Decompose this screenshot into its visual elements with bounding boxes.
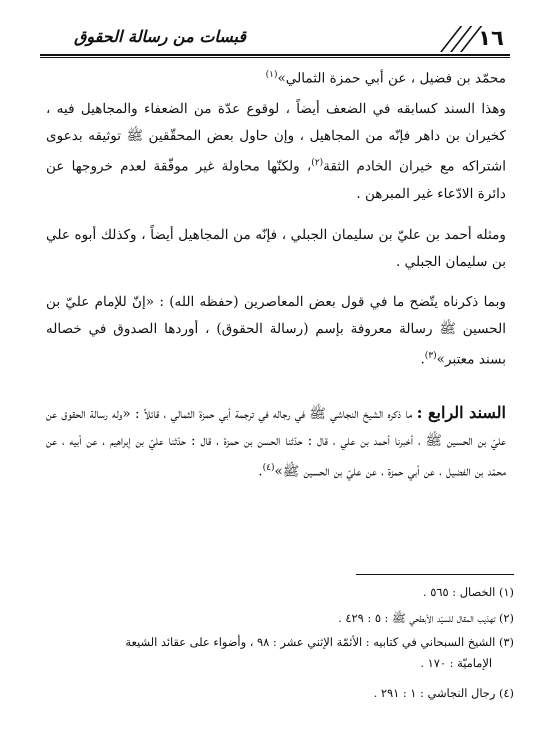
footnote: (٢) تهذيب المقال للسيّد الأبطحي ﷺ : ٥ : ٤٢٩ . bbox=[338, 611, 514, 625]
paragraph bbox=[46, 96, 506, 208]
paragraph-text: ومثله أحمد بن عليّ بن سليمان الجبلي ، فإنّه من المجاهيل أيضاً ، وكذلك أبوه علي بن سليمان الجبلي . bbox=[46, 227, 506, 270]
paragraph bbox=[46, 222, 506, 276]
header-rule bbox=[40, 57, 510, 58]
paragraph-text: وهذا السند كسابقه في الضعف أيضاً ، لوقوع عدّة من الضعفاء والمجاهيل فيه ، كخيران بن داهر فإنّه من المجاهيل ، وإن حاول بعض المحقّقين ﷺ توثيقه بدعوى اشتراكه مع خيران الخادم الثقة bbox=[46, 101, 506, 175]
paragraph bbox=[46, 62, 506, 93]
footnote-ref: (١) bbox=[265, 70, 278, 80]
page-number: ١٦ bbox=[478, 26, 504, 50]
paragraph-text: وبما ذكرناه يتّضح ما في قول بعض المعاصرين (حفظه الله) : «إنّ للإمام عليّ بن الحسين ﷺ رسالة معروفة بإسم (رسالة الحقوق) ، أوردها الصدوق في خصاله بسند معتبر» bbox=[46, 294, 506, 368]
footnote-text: (٣) الشيخ السبحاني في كتابيه : الأئمّة الإثني عشر : ٩٨ ، وأضواء على عقائد الشيعة bbox=[125, 635, 514, 649]
footnote-separator bbox=[356, 574, 514, 575]
footnote-ref: (٤) bbox=[262, 463, 275, 473]
paragraph bbox=[46, 289, 506, 374]
paragraph-text: ما ذكره الشيخ النجاشي ﷺ في رجاله في ترجمة أبي حمزة الثمالي ، قائلاً : «وله رسالة الحقوق عن عليّ بن الحسين ﷺ ، أخبرنا أحمد بن علي ، قال : حدّثنا الحسن بن حمزة ، قال : حدّثنا عليّ بن إبراهيم ، عن أبيه ، عن محمّد بن الفضيل ، عن أبي حمزة ، عن عليّ بن الحسين ﷺ» bbox=[46, 406, 506, 480]
footnote-text: الإماميّة : ١٧٠ . bbox=[420, 656, 492, 670]
paragraph-text: ، ولكنّها محاولة غير موفّقة لعدم خروجها عن دائرة الادّعاء غير المبرهن . bbox=[46, 158, 506, 202]
footnote: (١) الخصال : ٥٦٥ . bbox=[423, 585, 514, 599]
paragraph-text: . bbox=[258, 463, 263, 480]
footnote-ref: (٣) bbox=[424, 351, 437, 361]
paragraph bbox=[46, 399, 506, 486]
page-header bbox=[40, 26, 510, 56]
footnote-ref: (٢) bbox=[311, 158, 324, 168]
header-rule bbox=[40, 54, 510, 56]
footnote bbox=[46, 632, 514, 674]
paragraph-text: . bbox=[420, 351, 425, 368]
running-title: قبسات من رسالة الحقوق bbox=[74, 27, 247, 46]
footnote: (٤) رجال النجاشي : ١ : ٢٩١ . bbox=[373, 686, 514, 700]
section-heading: السند الرابع : bbox=[416, 403, 506, 422]
paragraph-text: محمّد بن فضيل ، عن أبي حمزة الثمالي» bbox=[277, 70, 506, 87]
